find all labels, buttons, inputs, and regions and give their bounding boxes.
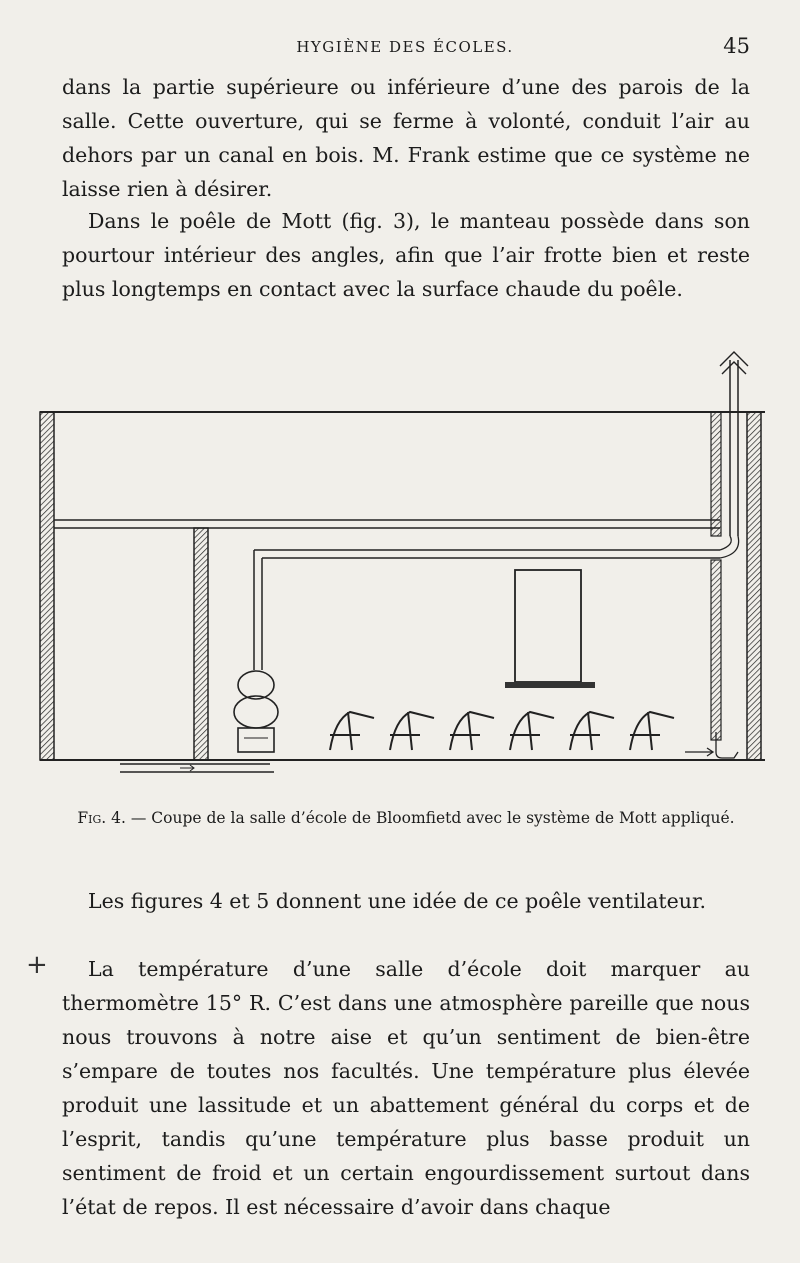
figure-caption-text: — Coupe de la salle d’école de Bloomfietd avec le système de Mott appliqué. <box>125 809 735 827</box>
paragraph-mott-stove: Dans le poêle de Mott (fig. 3), le manteau possède dans son pourtour intérieur des angles, afin que l’air frotte bien et reste plus longtemps en contact avec la surface chaude du poêle. <box>62 209 750 301</box>
handwritten-margin-mark: + <box>26 950 48 980</box>
figure-caption <box>62 806 750 831</box>
running-title: HYGIÈNE DES ÉCOLES. <box>296 38 514 56</box>
page-number: 45 <box>723 34 750 58</box>
figure-label: Fig. 4. <box>77 809 126 827</box>
paragraph-temperature: La température d’une salle d’école doit marquer au thermomètre 15° R. C’est dans une atmosphère pareille que nous nous trouvons à notre aise et qu’un sentiment de bien-être s’empare de toutes nos facultés. Une température plus élevée produit une lassitude et un abattement général du corps et de l’esprit, tandis qu’une température plus basse produit un sentiment de froid et un certain engourdissement surtout dans l’état de repos. Il est nécessaire d’avoir dans chaque <box>62 957 750 1219</box>
figure-4-illustration <box>30 340 780 800</box>
paragraph-figures: Les figures 4 et 5 donnent une idée de ce poêle ventilateur. <box>88 889 707 913</box>
paragraph-continuation: dans la partie supérieure ou inférieure d’une des parois de la salle. Cette ouverture, qui se ferme à volonté, conduit l’air au dehors par un canal en bois. M. Frank estime que ce système ne laisse rien à désirer. <box>62 75 750 201</box>
running-head <box>60 34 750 62</box>
